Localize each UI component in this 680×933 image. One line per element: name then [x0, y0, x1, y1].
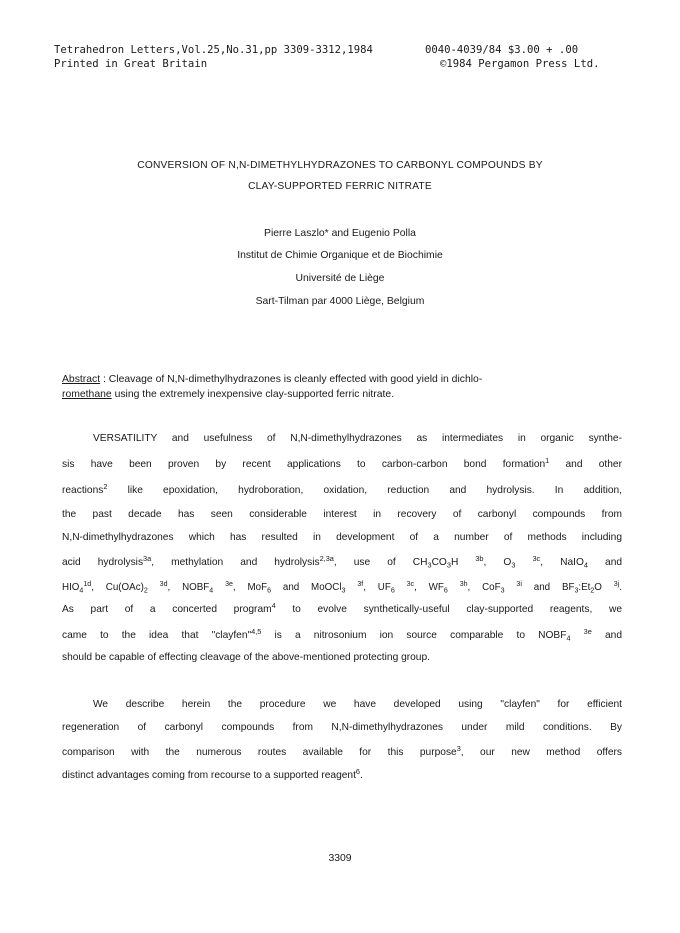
p1-line-3: reactions$^2$ like epoxidation, hydroboration, oxidation, reduction and hydrolysis. In addition,: [62, 481, 622, 496]
printed-in: Printed in Great Britain: [54, 58, 208, 70]
copyright: ©1984 Pergamon Press Ltd.: [440, 58, 600, 70]
p1-line-9: came to the idea that "clayfen"$^{4,5}$ is a nitrosonium ion source comparable to $NOBF_4$ $^{3e}$ and: [62, 626, 622, 643]
p1-line-4: the past decade has seen considerable interest in recovery of carbonyl compounds from: [62, 509, 622, 520]
abstract-line-1: Abstract : Cleavage of N,N-dimethylhydrazones is cleanly effected with good yield in dichlo-: [62, 374, 483, 385]
paper-title-line-1: CONVERSION OF N,N-DIMETHYLHYDRAZONES TO CARBONYL COMPOUNDS BY: [137, 160, 543, 171]
p1-line-6: acid hydrolysis$^{3a}$, methylation and hydrolysis$^{2,3a}$, use of $CH_3CO_3H$ $^{3b}$, $O_3$ $^{3c}$, NaIO$_4$ and: [62, 553, 623, 570]
author-university: Université de Liège: [295, 273, 385, 284]
p2-line-1: We describe herein the procedure we have developed using "clayfen" for efficient: [93, 699, 622, 710]
p1-line-8: As part of a concerted program$^4$ to evolve synthetically-useful clay-supported reagents, we: [62, 600, 622, 615]
p1-line-10: should be capable of effecting cleavage of the above-mentioned protecting group.: [62, 652, 430, 663]
p2-line-4: distinct advantages coming from recourse to a supported reagent$^6$.: [62, 766, 363, 781]
author-names: Pierre Laszlo* and Eugenio Polla: [264, 228, 416, 239]
abstract-line-2: romethane using the extremely inexpensive clay-supported ferric nitrate.: [62, 389, 395, 400]
journal-citation: Tetrahedron Letters,Vol.25,No.31,pp 3309-3312,1984: [54, 44, 373, 56]
abstract-label: Abstract: [62, 374, 101, 385]
p2-line-2: regeneration of carbonyl compounds from N,N-dimethylhydrazones under mild conditions. By: [62, 722, 622, 733]
paper-title-line-2: CLAY-SUPPORTED FERRIC NITRATE: [248, 181, 432, 192]
page-number: 3309: [328, 853, 352, 864]
p1-line-5: N,N-dimethylhydrazones which has resulted in development of a number of methods including: [62, 532, 622, 543]
p1-line-7: $HIO_4^{1d}$, $Cu(OAc)_2$ $^{3d}$, $NOBF_4$ $^{3e}$, MoF$_6$ and MoOCl$_3$ $^{3f}$, $UF_6$ $^{3c}$, $WF_6$ $^{3h}$, CoF$_3$ $^{3i}$ and $BF_3:Et_2O$ $^{3j}$.: [62, 581, 623, 595]
p1-line-2: sis have been proven by recent applications to carbon-carbon bond formation$^1$ and other: [62, 455, 622, 470]
p2-line-3: comparison with the numerous routes available for this purpose$^3$, our new method offers: [62, 743, 623, 758]
issn-price: 0040-4039/84 $3.00 + .00: [425, 44, 579, 56]
author-institute: Institut de Chimie Organique et de Biochimie: [237, 250, 443, 261]
p1-line-1: VERSATILITY and usefulness of N,N-dimethylhydrazones as intermediates in organic synthe-: [93, 433, 622, 444]
author-address: Sart-Tilman par 4000 Liège, Belgium: [255, 296, 425, 307]
